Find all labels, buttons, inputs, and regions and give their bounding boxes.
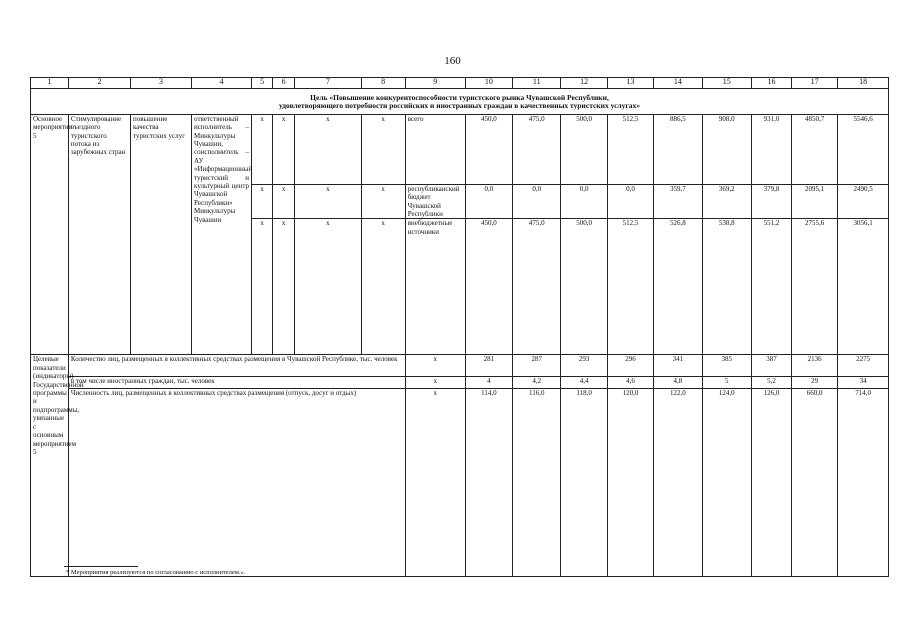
value-cell: 0,0 <box>607 184 653 219</box>
value-cell: 500,0 <box>561 114 607 184</box>
program-table <box>30 77 889 577</box>
value-cell: 500,0 <box>561 219 607 355</box>
cell-mark: x <box>361 184 405 219</box>
value-cell: 2095,1 <box>792 184 838 219</box>
column-number: 11 <box>513 78 561 89</box>
column-number: 5 <box>252 78 273 89</box>
indicator-mark: x <box>405 389 465 577</box>
column-number: 2 <box>68 78 130 89</box>
indicator-value: 660,0 <box>792 389 838 577</box>
column-number: 16 <box>752 78 792 89</box>
column-number: 10 <box>465 78 512 89</box>
indicator-value: 116,0 <box>513 389 561 577</box>
column-number-row <box>31 78 889 89</box>
cell-mark: x <box>252 114 273 184</box>
value-cell: 2755,6 <box>792 219 838 355</box>
indicator-value: 122,0 <box>654 389 702 577</box>
indicator-value: 293 <box>561 355 607 377</box>
value-cell: 0,0 <box>513 184 561 219</box>
value-cell: 379,8 <box>752 184 792 219</box>
value-cell: 369,2 <box>702 184 751 219</box>
cell-mark: x <box>252 219 273 355</box>
cell-mark: x <box>273 114 295 184</box>
value-cell: 931,0 <box>752 114 792 184</box>
value-cell: 886,5 <box>654 114 702 184</box>
value-cell: 450,0 <box>465 219 512 355</box>
column-number: 15 <box>702 78 751 89</box>
value-cell: 3056,1 <box>838 219 889 355</box>
indicator-value: 341 <box>654 355 702 377</box>
indicator-value: 5,2 <box>752 377 792 389</box>
indicator-value: 4,8 <box>654 377 702 389</box>
column-number: 3 <box>131 78 192 89</box>
value-cell: 0,0 <box>561 184 607 219</box>
indicator-value: 5 <box>702 377 751 389</box>
event-row-total <box>31 114 889 184</box>
value-cell: 450,0 <box>465 114 512 184</box>
indicator-value: 281 <box>465 355 512 377</box>
funding-source: внебюджетные источники <box>405 219 465 355</box>
column-number: 8 <box>361 78 405 89</box>
cell-mark: x <box>252 184 273 219</box>
goal-line-1: Цель «Повышение конкурентоспособности туристского рынка Чувашской Республики, <box>310 93 609 102</box>
indicator-value: 114,0 <box>465 389 512 577</box>
column-number: 13 <box>607 78 653 89</box>
indicator-value: 124,0 <box>702 389 751 577</box>
indicator-value: 34 <box>838 377 889 389</box>
indicator-mark: x <box>405 377 465 389</box>
indicator-row <box>31 355 889 377</box>
indicator-value: 2136 <box>792 355 838 377</box>
column-number: 7 <box>295 78 361 89</box>
indicator-value: 296 <box>607 355 653 377</box>
page-number: 160 <box>444 55 461 67</box>
value-cell: 4850,7 <box>792 114 838 184</box>
cell-mark: x <box>295 219 361 355</box>
value-cell: 0,0 <box>465 184 512 219</box>
funding-source: республиканский бюджет Чувашской Республики <box>405 184 465 219</box>
column-number: 17 <box>792 78 838 89</box>
event-title: Стимулирование въездного туристского потока из зарубежных стран <box>68 114 130 355</box>
indicator-value: 118,0 <box>561 389 607 577</box>
cell-mark: x <box>273 219 295 355</box>
cell-mark: x <box>295 114 361 184</box>
column-number: 18 <box>838 78 889 89</box>
event-name: Основное мероприятие 5 <box>31 114 69 355</box>
column-number: 6 <box>273 78 295 89</box>
indicator-value: 120,0 <box>607 389 653 577</box>
indicator-value: 4 <box>465 377 512 389</box>
value-cell: 512,5 <box>607 114 653 184</box>
indicator-mark: x <box>405 355 465 377</box>
column-number: 4 <box>192 78 252 89</box>
column-number: 14 <box>654 78 702 89</box>
indicator-text: Количество лиц, размещенных в коллективных средствах размещения в Чувашской Республике, тыс. человек <box>68 355 405 377</box>
column-number: 1 <box>31 78 69 89</box>
funding-source: всего <box>405 114 465 184</box>
indicator-value: 287 <box>513 355 561 377</box>
indicators-label: Целевые показатели (индикаторы) Государственной программы и подпрограммы, увязанные с основным мероприятием 5 <box>31 355 69 577</box>
indicator-value: 126,0 <box>752 389 792 577</box>
cell-mark: x <box>295 184 361 219</box>
event-executor: ответственный исполнитель – Минкультуры Чувашии, соисполнитель – АУ «Информационный туристский и культурный центр Чувашской Республики» Минкультуры Чувашии <box>192 114 252 355</box>
event-target: повышение качества туристских услуг <box>131 114 192 355</box>
indicator-row <box>31 377 889 389</box>
indicator-value: 2275 <box>838 355 889 377</box>
indicator-value: 29 <box>792 377 838 389</box>
indicator-row <box>31 389 889 577</box>
value-cell: 551,2 <box>752 219 792 355</box>
value-cell: 538,8 <box>702 219 751 355</box>
indicator-text: в том числе иностранных граждан, тыс. человек <box>68 377 405 389</box>
column-number: 12 <box>561 78 607 89</box>
indicator-value: 4,4 <box>561 377 607 389</box>
column-number: 9 <box>405 78 465 89</box>
value-cell: 2490,5 <box>838 184 889 219</box>
goal-line-2: удовлетворяющего потребности российских и иностранных граждан в качественных туристских услугах» <box>278 101 641 111</box>
value-cell: 475,0 <box>513 114 561 184</box>
indicator-value: 387 <box>752 355 792 377</box>
cell-mark: x <box>361 219 405 355</box>
indicator-text: Численность лиц, размещенных в коллективных средствах размещения (отпуск, досуг и отдых) <box>68 389 405 577</box>
indicator-value: 4,6 <box>607 377 653 389</box>
value-cell: 359,7 <box>654 184 702 219</box>
value-cell: 5546,6 <box>838 114 889 184</box>
goal-cell <box>31 89 889 115</box>
indicator-value: 4,2 <box>513 377 561 389</box>
indicator-value: 714,0 <box>838 389 889 577</box>
indicator-value: 385 <box>702 355 751 377</box>
value-cell: 908,0 <box>702 114 751 184</box>
cell-mark: x <box>361 114 405 184</box>
value-cell: 512,5 <box>607 219 653 355</box>
footnote: * Мероприятия реализуются по согласованию с исполнителем.». <box>66 569 246 576</box>
value-cell: 475,0 <box>513 219 561 355</box>
value-cell: 526,8 <box>654 219 702 355</box>
goal-row <box>31 89 889 115</box>
cell-mark: x <box>273 184 295 219</box>
footnote-divider <box>64 566 138 567</box>
